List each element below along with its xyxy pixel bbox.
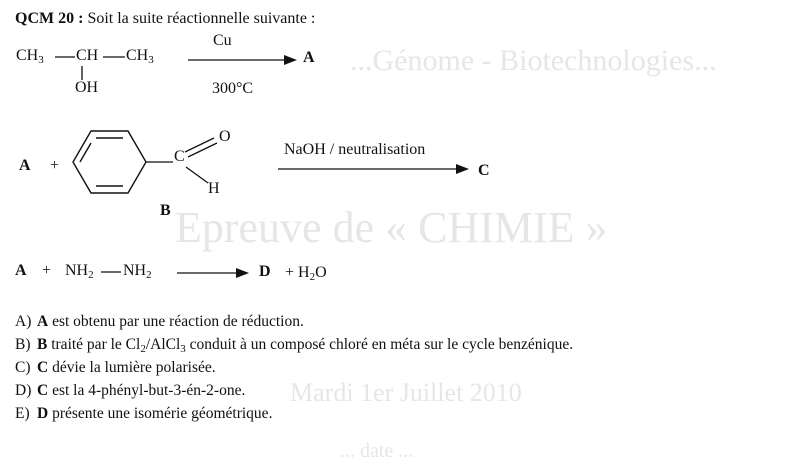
watermark-line1: ...Génome - Biotechnologies... <box>350 44 717 77</box>
reaction1-catalyst: Cu <box>213 32 232 49</box>
reaction2-conditions: NaOH / neutralisation <box>284 141 426 158</box>
watermark-line4: ... date ... <box>340 440 414 462</box>
reaction1-ch: CH <box>76 47 99 64</box>
reaction1-ch3-left: $CH_3$ <box>16 47 44 66</box>
hydrazine-nh2-right: $NH_2$ <box>123 262 152 281</box>
water: + $H_2O$ <box>285 264 327 283</box>
reaction1-temperature: 300°C <box>212 80 254 97</box>
benzaldehyde-hydrogen: H <box>208 180 220 197</box>
reaction1-arrow <box>188 55 297 65</box>
watermark-line2: Epreuve de « CHIMIE » <box>175 203 608 252</box>
benzene-ring <box>73 131 146 193</box>
reaction3-reactant-a: A <box>15 262 27 279</box>
option-a: A) A est obtenu par une réaction de réduction. <box>15 313 304 330</box>
reaction2-reactant-a: A <box>19 157 31 174</box>
option-e: E) D présente une isomérie géométrique. <box>15 405 273 422</box>
question-intro: Soit la suite réactionnelle suivante : <box>87 10 316 27</box>
reaction1-product-a: A <box>303 49 315 66</box>
reaction2-plus: + <box>50 157 60 174</box>
benzaldehyde-carbon: C <box>174 148 185 165</box>
watermark-line3: Mardi 1er Juillet 2010 <box>290 378 522 407</box>
qcm-label: QCM 20 : <box>15 10 84 27</box>
option-c: C) C dévie la lumière polarisée. <box>15 359 216 376</box>
bond-carbonyl <box>185 138 217 157</box>
reaction1-ch3-right: $CH_3$ <box>126 47 154 66</box>
reaction3-arrow <box>177 268 249 278</box>
benzaldehyde-oxygen: O <box>219 128 231 145</box>
bond-c-h <box>186 167 208 183</box>
reaction3-plus: + <box>42 262 52 279</box>
reaction2-arrow <box>278 164 469 174</box>
label-b: B <box>160 202 171 219</box>
reaction1-oh: OH <box>75 79 99 96</box>
option-d: D) C est la 4-phényl-but-3-én-2-one. <box>15 382 246 399</box>
reaction2-product-c: C <box>478 162 490 179</box>
reaction3-product-d: D <box>259 263 271 280</box>
hydrazine-nh2-left: $NH_2$ <box>65 262 94 281</box>
option-b: B) B traité par le $Cl_2/AlCl_3$ conduit à un composé chloré en méta sur le cycle benzénique. <box>15 336 574 355</box>
